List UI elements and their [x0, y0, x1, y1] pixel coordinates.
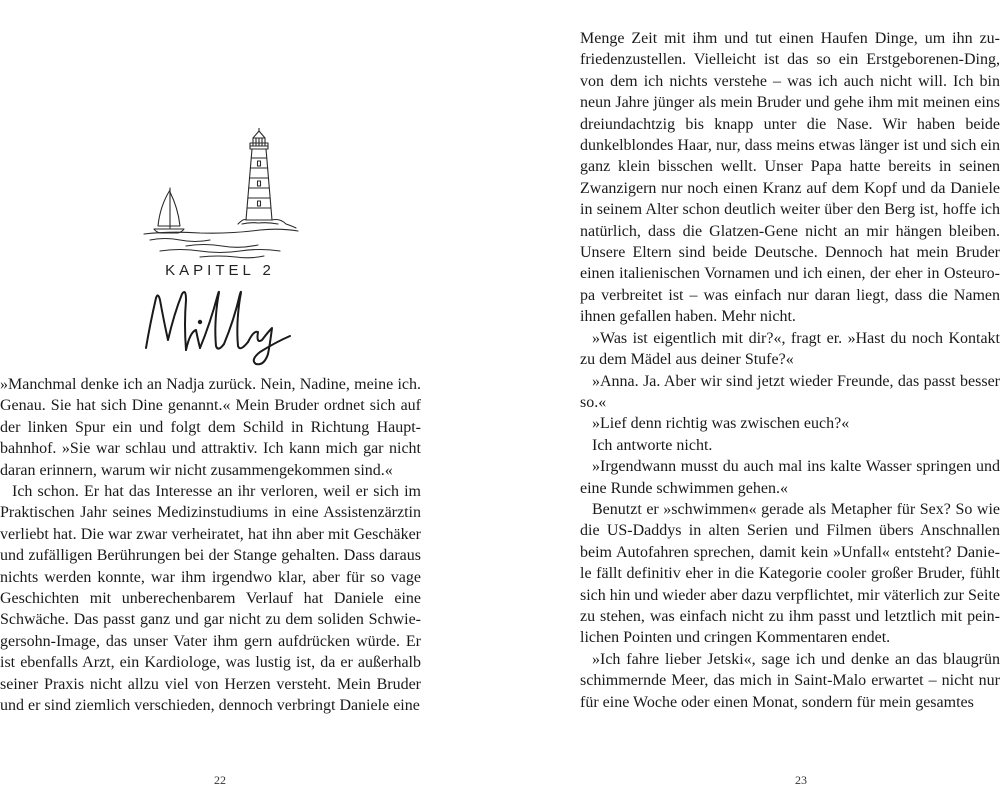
right-page — [500, 0, 1000, 800]
paragraph: Ich antworte nicht. — [592, 436, 713, 454]
chapter-name — [120, 284, 320, 366]
paragraph: »Was ist eigentlich mit dir?«, fragt er. »Hast du noch Kontakt zu dem Mädel aus deiner Stufe?« — [580, 329, 1000, 369]
paragraph: »Manchmal denke ich an Nadja zurück. Nein, Nadine, meine ich. Genau. Sie hat sich Dine genannt.« Mein Bruder ordnet sich auf der linken Spur ein und folgt dem Schild in Richtung Hauptbahnhof. »Sie war schlau und attraktiv. Ich kann mich gar nicht daran erinnern, warum wir nicht zusammengekommen sind.« — [0, 376, 421, 479]
paragraph: »Ich fahre lieber Jetski«, sage ich und denke an das blaugrün schimmernde Meer, das mich in Saint-Malo erwartet – nicht nur für eine Woche oder einen Monat, sondern für mein gesamtes — [580, 650, 1000, 711]
paragraph: Menge Zeit mit ihm und tut einen Haufen Dinge, um ihn zufriedenzustellen. Vielleicht ist das so ein Erstgeborenen-Ding, von dem ich nichts verstehe – was ich auch nicht will. Ich bin neun Jahre jünger als mein Bruder und gehe ihm mit meinen eins dreiundachtzig bis knapp unter die Nase. Wir haben beide dunkelblondes Haar, nur, dass meins etwas länger ist und sich ein ganz klein bisschen wellt. Unser Papa hatte bereits in seinen Zwanzigern nur noch einen Kranz auf dem Kopf und da Daniele in seinem Alter schon deutlich weiter über den Berg ist, hoffe ich natürlich, dass die Glatzen-Gene nicht an mir hängen bleiben. Unsere Eltern sind beide Deutsche. Dennoch hat mein Bruder einen italienischen Vornamen und ich einen, der eher in Osteuropa verbreitet ist – was einfach nur daran liegt, dass die Namen ihnen gefallen haben. Mehr nicht. — [580, 30, 1000, 326]
lighthouse-sailboat-illustration-icon — [140, 128, 300, 262]
paragraph: »Lief denn richtig was zwischen euch?« — [592, 415, 850, 433]
paragraph: Ich schon. Er hat das Interesse an ihr verloren, weil er sich im Praktischen Jahr seines Medizinstudiums in eine Assistenzärztin verliebt hat. Die war zwar verheiratet, hat ihn aber mit Geschäker und zufälligen Berührungen bei der Stange gehalten. Dass daraus nichts werden konnte, war ihm irgendwo klar, aber für so vage Geschichten mit unberechenbarem Verlauf hat Daniele eine Schwäche. Das passt ganz und gar nicht zu dem soliden Schwiegersohn-Image, das unser Vater ihm gern aufdrücken würde. Er ist ebenfalls Arzt, ein Kardiologe, was lustig ist, da er außerhalb seiner Praxis nicht allzu viel von Herzen versteht. Mein Bruder und er sind ziemlich verschieden, dennoch verbringt Daniele eine — [0, 483, 421, 715]
paragraph: »Irgendwann musst du auch mal ins kalte Wasser springen und eine Runde schwimmen gehen.« — [580, 458, 1000, 497]
paragraph: »Anna. Ja. Aber wir sind jetzt wieder Freunde, das passt besser so.« — [580, 372, 1000, 411]
page-number: 23 — [795, 773, 807, 787]
right-page-text — [580, 28, 1000, 713]
chapter-name-script — [120, 284, 320, 366]
left-page-text — [0, 374, 421, 717]
page-number: 22 — [214, 773, 226, 787]
chapter-label: KAPITEL 2 — [165, 262, 275, 279]
paragraph: Benutzt er »schwimmen« gerade als Metapher für Sex? So wie die US-Daddys in alten Serien und Filmen übers Anschnallen beim Autofahren sprechen, damit kein »Unfall« entsteht? Daniele fällt definitiv eher in die Kategorie cooler großer Bruder, fühlt sich hin und wieder aber dazu verpflichtet, mir väterlich zur Seite zu stehen, was einfach nicht zu ihm passt und letztlich mit peinlichen Pointen und cringen Kommentaren endet. — [580, 500, 1000, 647]
